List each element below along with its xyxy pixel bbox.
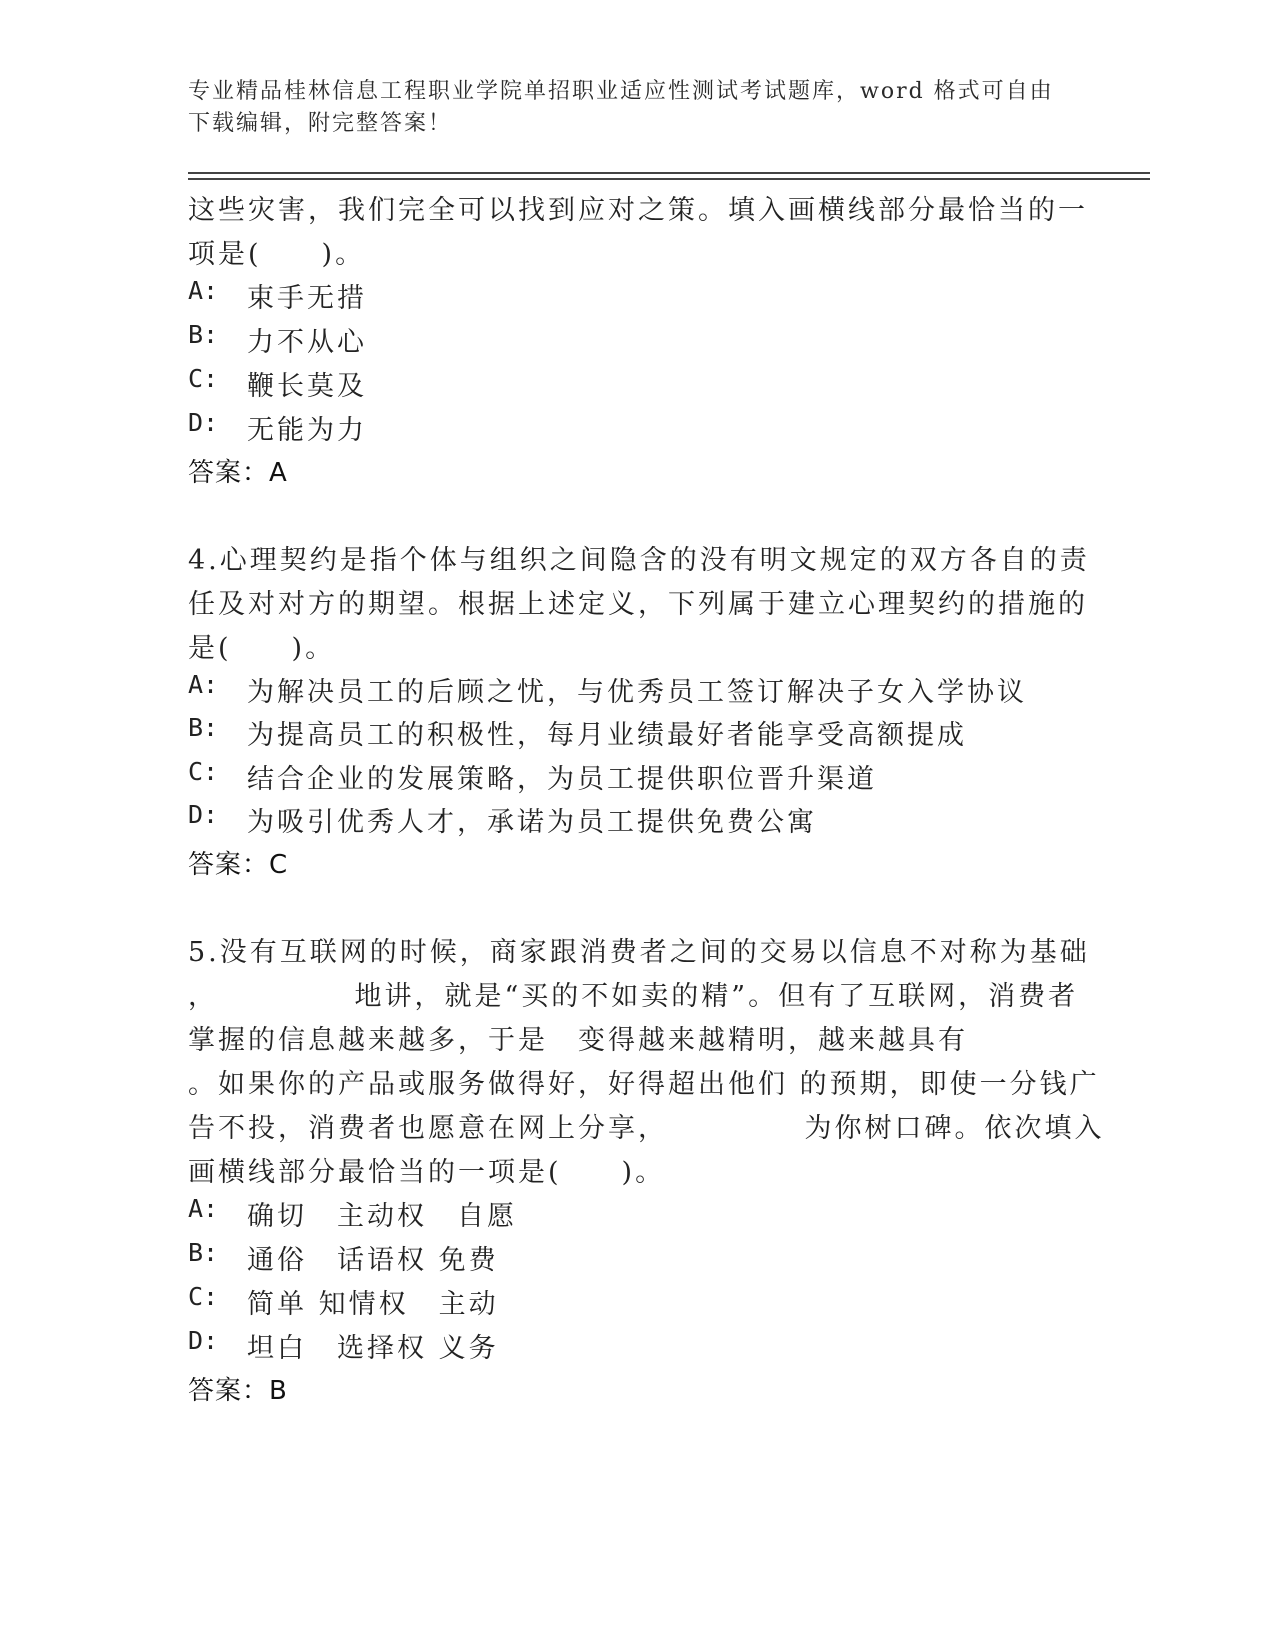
question-5-stem-line-4: 。如果你的产品或服务做得好，好得超出他们 的预期，即使一分钱广: [188, 1069, 1100, 1100]
option-letter: D:: [188, 1326, 219, 1355]
option-letter: A:: [188, 276, 219, 305]
option-letter: B:: [188, 1238, 219, 1267]
question-3-stem-line-1: 这些灾害，我们完全可以找到应对之策。填入画横线部分最恰当的一: [188, 195, 1088, 226]
option-letter: A:: [188, 670, 219, 699]
option-letter: D:: [188, 800, 219, 829]
question-5-stem-line-5: 告不投，消费者也愿意在网上分享， 为你树口碑。依次填入: [188, 1113, 1105, 1144]
option-text: 无能为力: [247, 415, 367, 446]
option-text: 坦白 选择权 义务: [247, 1333, 499, 1364]
option-text: 通俗 话语权 免费: [247, 1245, 499, 1276]
question-5-stem-line-1: 5.没有互联网的时候，商家跟消费者之间的交易以信息不对称为基础: [188, 937, 1090, 968]
header-divider-top: [188, 172, 1150, 174]
option-text: 为提高员工的积极性，每月业绩最好者能享受高额提成: [247, 720, 967, 751]
document-header-line-1: 专业精品桂林信息工程职业学院单招职业适应性测试考试题库，word 格式可自由: [188, 79, 1054, 104]
option-letter: A:: [188, 1194, 219, 1223]
option-text: 为解决员工的后顾之忧，与优秀员工签订解决子女入学协议: [247, 677, 1027, 708]
option-letter: C:: [188, 1282, 219, 1311]
question-5-answer: 答案：B: [188, 1376, 288, 1406]
question-5-stem-line-6: 画横线部分最恰当的一项是( )。: [188, 1157, 666, 1188]
option-letter: D:: [188, 408, 219, 437]
option-text: 鞭长莫及: [247, 371, 367, 402]
question-4-stem-line-3: 是( )。: [188, 633, 336, 664]
option-text: 束手无措: [247, 283, 367, 314]
option-text: 结合企业的发展策略，为员工提供职位晋升渠道: [247, 764, 877, 795]
question-4-stem-line-2: 任及对对方的期望。根据上述定义，下列属于建立心理契约的措施的: [188, 589, 1088, 620]
question-5-stem-line-2: ， 地讲，就是“买的不如卖的精”。但有了互联网，消费者: [188, 981, 1079, 1012]
header-divider-bottom: [188, 178, 1150, 180]
question-4-stem-line-1: 4.心理契约是指个体与组织之间隐含的没有明文规定的双方各自的责: [188, 545, 1090, 576]
option-letter: B:: [188, 320, 219, 349]
option-text: 确切 主动权 自愿: [247, 1201, 517, 1232]
option-letter: C:: [188, 757, 219, 786]
question-4-answer: 答案：C: [188, 850, 289, 880]
question-3-answer: 答案：A: [188, 458, 288, 488]
option-text: 为吸引优秀人才，承诺为员工提供免费公寓: [247, 807, 817, 838]
option-letter: B:: [188, 713, 219, 742]
option-text: 力不从心: [247, 327, 367, 358]
question-5-stem-line-3: 掌握的信息越来越多，于是 变得越来越精明，越来越具有: [188, 1025, 968, 1056]
document-header-line-2: 下载编辑，附完整答案！: [188, 111, 453, 136]
option-letter: C:: [188, 364, 219, 393]
option-text: 简单 知情权 主动: [247, 1289, 499, 1320]
question-3-stem-line-2: 项是( )。: [188, 239, 366, 270]
